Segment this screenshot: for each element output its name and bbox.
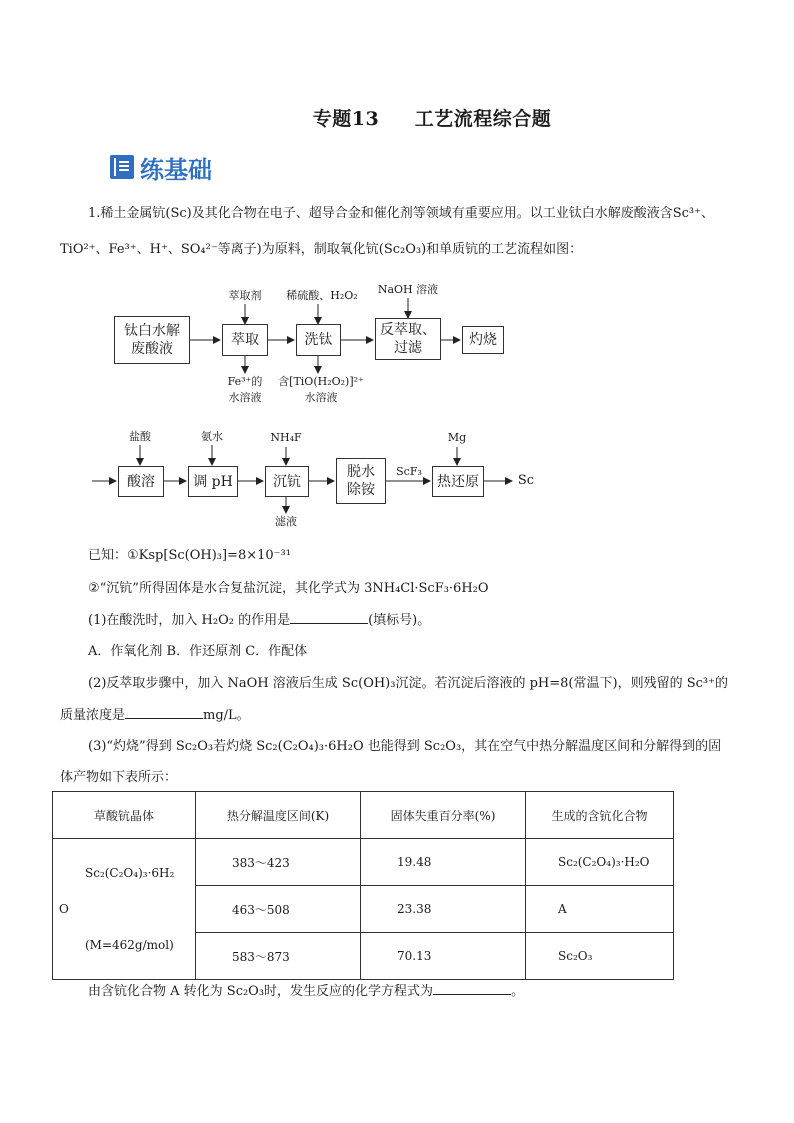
subquestion-2-unit: mg/L。 (203, 708, 250, 723)
cell-loss: 19.48 (361, 839, 526, 886)
question-intro-line1: 1.稀土金属钪(Sc)及其化合物在电子、超导合金和催化剂等领域有重要应用。以工业钛白水解废酸液含Sc³⁺、 (88, 206, 714, 221)
final-question-text: 由含钪化合物 A 转化为 Sc₂O₃时，发生反应的化学方程式为 (88, 984, 434, 999)
answer-blank-1[interactable] (290, 611, 368, 624)
section-heading (110, 150, 212, 184)
reagent-mg: Mg (447, 431, 467, 444)
reagent-nh4f: NH₄F (270, 431, 302, 444)
known-ksp: Ksp[Sc(OH)₃]=8×10⁻³¹ (138, 548, 291, 563)
section-label: 练基础 (140, 155, 212, 184)
subquestion-2-line2 (60, 706, 250, 725)
subquestion-1-text: (1)在酸洗时，加入 H₂O₂ 的作用是 (88, 613, 291, 628)
cell-range: 383～423 (196, 839, 361, 886)
box-titanium-wash: 洗钛 (296, 324, 341, 356)
cell-product: Sc₂O₃ (526, 933, 674, 980)
box-waste-acid (114, 316, 190, 364)
final-question-suffix: 。 (511, 984, 525, 999)
cell-product: A (526, 886, 674, 933)
cell-loss: 23.38 (361, 886, 526, 933)
page-title (0, 104, 794, 131)
decomposition-table (52, 791, 674, 980)
reagent-ammonia: 氨水 (201, 430, 223, 443)
box-dehydrate-line1: 脱水 (347, 464, 375, 480)
cell-range: 583～873 (196, 933, 361, 980)
known-marker-1: ① (127, 548, 139, 563)
subquestion-1-options: A．作氧化剂 B．作还原剂 C．作配体 (88, 644, 308, 659)
box-back-extraction-line2: 过滤 (394, 340, 422, 356)
header-temperature: 热分解温度区间(K) (196, 792, 361, 839)
reagent-hcl: 盐酸 (129, 430, 151, 443)
output-filtrate: 滤液 (275, 515, 297, 528)
crystal-formula-line1: Sc₂(C₂O₄)₃·6H₂ (85, 866, 175, 880)
title-text: 工艺流程综合题 (414, 108, 552, 130)
subquestion-2-text: 质量浓度是 (60, 708, 126, 723)
reagent-naoh: NaOH 溶液 (377, 283, 439, 296)
book-icon (110, 155, 134, 179)
subquestion-3-line1: (3)“灼烧”得到 Sc₂O₃若灼烧 Sc₂(C₂O₄)₃·6H₂O 也能得到 Sc₂O₃，其在空气中热分解温度区间和分解得到的固 (88, 739, 722, 754)
output-ti-line2: 水溶液 (304, 391, 338, 404)
known-item-2 (88, 580, 489, 598)
answer-blank-3[interactable] (433, 982, 511, 995)
box-extraction: 萃取 (222, 324, 268, 356)
table-row (53, 839, 674, 886)
output-fe-line1: Fe³⁺的 (227, 375, 263, 388)
crystal-molar-mass: (M=462g/mol) (85, 938, 174, 952)
cell-crystal (53, 839, 196, 980)
subquestion-2-line1: (2)反萃取步骤中，加入 NaOH 溶液后生成 Sc(OH)₃沉淀。若沉淀后溶液的 pH=8(常温下)，则残留的 Sc³⁺的 (88, 676, 728, 691)
known-marker-2: ② (88, 581, 100, 596)
table-header-row (53, 792, 674, 839)
flow-diagram-2 (0, 425, 794, 535)
product-sc: Sc (517, 473, 535, 488)
box-back-extraction-line1: 反萃取、 (380, 322, 436, 338)
box-acid-dissolve: 酸溶 (118, 466, 164, 497)
cell-loss: 70.13 (361, 933, 526, 980)
reagent-acid-h2o2: 稀硫酸、H₂O₂ (286, 289, 358, 302)
subquestion-1 (88, 611, 430, 630)
header-product: 生成的含钪化合物 (526, 792, 674, 839)
box-adjust-ph: 调 pH (188, 466, 238, 497)
known-item-1 (88, 547, 291, 565)
final-question (88, 982, 524, 1001)
crystal-formula-line2: O (59, 902, 69, 916)
title-number: 专题13 (312, 108, 380, 130)
intermediate-scf3: ScF₃ (396, 465, 422, 478)
output-fe-line2: 水溶液 (228, 391, 262, 404)
box-waste-acid-line1: 钛白水解 (124, 323, 180, 339)
cell-range: 463～508 (196, 886, 361, 933)
answer-blank-2[interactable] (125, 706, 203, 719)
box-thermal-reduction: 热还原 (432, 466, 484, 497)
box-dehydrate-line2: 除铵 (347, 482, 375, 498)
subquestion-1-suffix: (填标号)。 (368, 613, 431, 628)
flow-diagram-1 (0, 280, 794, 410)
question-intro-line2: TiO²⁺、Fe³⁺、H⁺、SO₄²⁻等离子)为原料，制取氧化钪(Sc₂O₃)和单质钪的工艺流程如图： (60, 242, 583, 257)
subquestion-3-line2: 体产物如下表所示： (60, 770, 178, 785)
box-precipitate-sc: 沉钪 (265, 466, 309, 497)
header-crystal: 草酸钪晶体 (53, 792, 196, 839)
box-dehydrate (336, 458, 386, 504)
header-mass-loss: 固体失重百分率(%) (361, 792, 526, 839)
output-ti-line1: 含[TiO(H₂O₂)]²⁺ (278, 375, 364, 388)
cell-product: Sc₂(C₂O₄)₃·H₂O (526, 839, 674, 886)
known-prefix: 已知： (88, 548, 128, 563)
known-complex-salt: “沉钪”所得固体是水合复盐沉淀，其化学式为 3NH₄Cl·ScF₃·6H₂O (99, 581, 489, 596)
box-waste-acid-line2: 废酸液 (131, 341, 173, 357)
box-calcination: 灼烧 (462, 326, 504, 354)
box-back-extraction (375, 318, 441, 360)
reagent-extractant: 萃取剂 (228, 289, 262, 302)
